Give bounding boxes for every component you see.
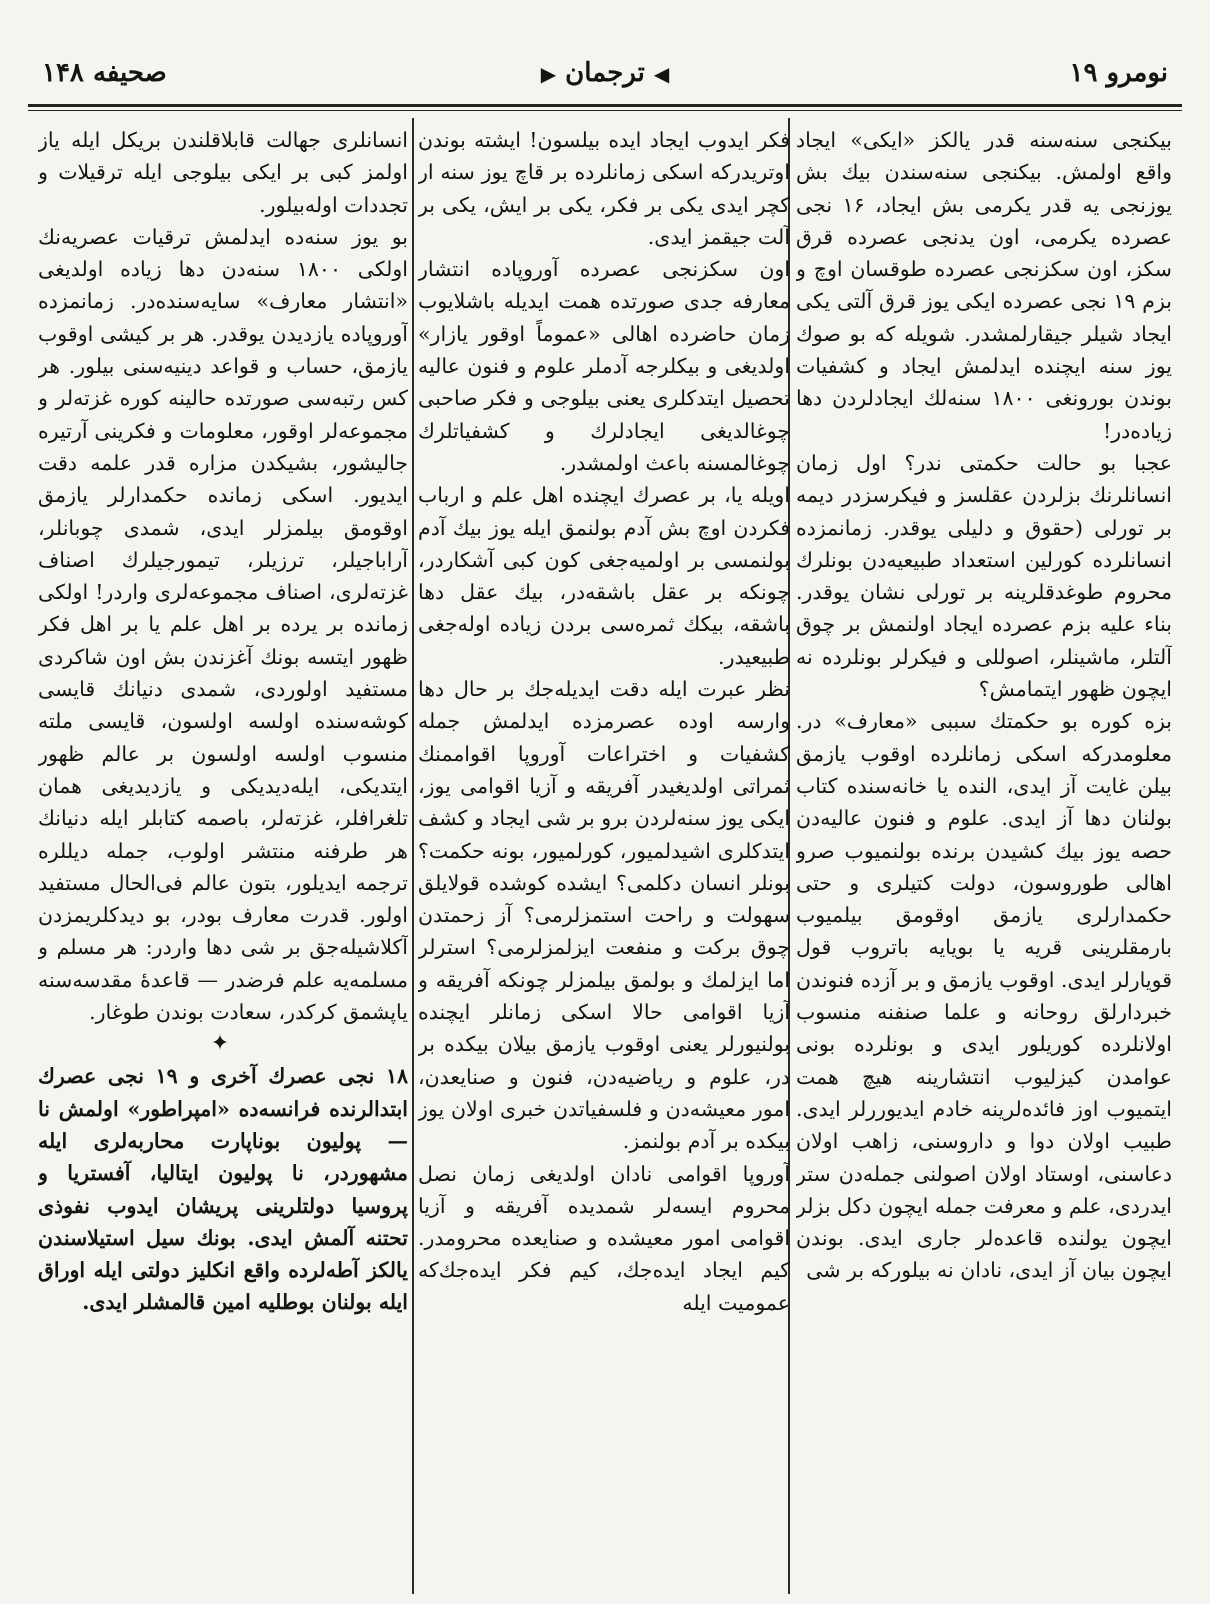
paragraph: اویله یا، بر عصرك ایچنده اهل علم و ارباب فکردن اوچ بش آدم بولنمق ایله یوز بیك آدم بولنمسی بر اولمیه‌جغی کون کبی آشکاردر، چونکه بر عقل باشقه‌در، بیك عقل دها باشقه، بیکك ثمره‌سی بردن زیاده اوله‌جغی طبیعیدر.: [418, 483, 790, 669]
section-separator-icon: ✦: [210, 1031, 236, 1057]
paragraph: آوروپا اقوامی نادان اولدیغی زمان نصل محروم ایسه‌لر شمدیده آفریقه و آزیا اقوامی امور معیشده و صنایعده محرومدر. کیم ایجاد ایده‌جك، کیم فکر ایده‌جك‌که عمومیت ایله: [418, 1161, 790, 1315]
paragraph: بیکنجی سنه‌سنه قدر یالکز «ایکی» ایجاد واقع اولمش. بیکنجی سنه‌سندن بیك بش یوزنجی یه قدر یکرمی بش ایجاد، ۱۶ نجی عصرده یکرمی، اون یدنجی عصرده قرق سکز، اون سکزنجی عصرده طوقسان اوچ و بزم ۱۹ نجی عصرده ایکی یوز قرق آلتی یکی ایجاد شیلر جیقارلمشدر. شویله که بو صوك یوز سنه ایچنده ایدلمش ایجاد و کشفیات بوندن بورونغی ۱۸۰۰ سنه‌لك ایجادلردن دها زیاده‌در!: [796, 128, 1172, 443]
article-paragraph: ۱۸ نجی عصرك آخری و ۱۹ نجی عصرك ابتدالرنده فرانسه‌ده «امپراطور» اولمش نا — پولیون بوناپارت محاربه‌لری ایله مشهوردر، نا پولیون ایتالیا، آفستریا و پروسیا دولتلرینی پریشان ایدوب نفوذی تحتنه آلمش ایدی. بونك سیل استیلاسندن یالکز آطه‌لرده واقع انکلیز دولتی ایله اوراق ایله بولنان بوطلیه امین قالمشلر ایدی.: [38, 1064, 408, 1315]
header-rule-thin: [28, 110, 1182, 111]
issue-number: نومرو ۱۹: [1069, 58, 1168, 88]
paragraph: بو یوز سنه‌ده ایدلمش ترقیات عصریه‌نك اولکی ۱۸۰۰ سنه‌دن دها زیاده اولدیغی «انتشار معارف» سایه‌سنده‌در. زمانمزده آوروپاده یازدیدن یوقدر. هر بر کیشی اوقوب یازمق، حساب و قواعد دینیه‌سنی بیلور. هر کس رتبه‌سی صورتده حالینه کوره غزته‌لر و مجموعه‌لر اوقور، معلومات و فکرینی آرتیره جالیشور، بشیکدن مزاره قدر علمه دقت ایدیور. اسکی زمانده حکمدارلر یازمق اوقومق بیلمزلر ایدی، شمدی چوبانلر، آراباجیلر، ترزیلر، تیمورجیلرك اصناف غزته‌لری، اصناف مجموعه‌لری واردر! اولکی زمانده بر یرده بر اهل علم یا بر اهل فکر ظهور ایتسه بونك آغزندن بش اون شاکردی مستفید اولوردی، شمدی دنیانك قایسی کوشه‌سنده اولسه اولسون، قایسی ملته منسوب اولسه اولسون بر عالم ظهور ایتدیکی، ایله‌دیدیکی و یازدیدیغی همان تلغرافلر، غزته‌لر، باصمه کتابلر ایله دنیانك هر طرفنه منتشر اولوب، جمله دیللره ترجمه ایدیلور، بتون عالم فی‌الحال مستفید اولور. قدرت معارف بودر، بو دیدکلریمزدن آکلاشیله‌جق بر شی دها واردر: هر مسلم و مسلمه‌یه علم فرضدر — قاعدهٔ مقدسه‌سنه یاپشمق کرکدر، سعادت بوندن طوغار.: [38, 224, 408, 1025]
masthead: [28, 56, 1182, 100]
paragraph: بزه کوره بو حکمتك سببی «معارف» در. معلومدرکه اسکی زمانلرده اوقوب یازمق بیلن غایت آز ایدی، الندە یا خانه‌سنده کتاب بولنان دها آز ایدی. علوم و فنون عالیه‌دن حصه یوز بیك کشیدن برنده بولنمیوب صرو اهالی طوروسون، دولت کتیلری و حتی حکمدارلری یازمق اوقومق بیلمیوب بارمقلرینی قریه یا بویایه باتروب قول قویارلر ایدی. اوقوب یازمق و بر آزده فنوندن خبردارلق روحانه و علما صنفنه منسوب اولانلرده کوریلور ایدی و بونلرده بونی عوامدن کیزلیوب انتشارینه هیچ همت ایتمیوب اوز فائده‌لرینه خادم ایدیوررلر ایدی. طبیب اولان دوا و داروسنی، زاهب اولان دعاسنی، اوستاد اولان اصولنی جمله‌دن ستر ایدردی، علم و معرفت جمله ایچون دکل بزلر ایچون یولنده قاعده‌لر جاری ایدی. بوندن ایچون بیان آز ایدی، نادان نه بیلورکه بر شی: [796, 709, 1172, 1283]
column-left: [38, 124, 408, 1592]
newspaper-title-text: ترجمان: [565, 58, 645, 88]
arrow-left-icon: ◀: [653, 62, 670, 86]
newspaper-title: [541, 58, 670, 88]
paragraph: نظر عبرت ایله دقت ایدیله‌جك بر حال دها وارسه اوده عصرمزده ایدلمش جمله کشفیات و اختراعات آوروپا اقواممنك ثمراتی اولدیغیدر آفریقه و آزیا اقوامی یوز، ایکی یوز سنه‌لردن برو بر شی ایجاد و کشف ایتدکلری اشیدلمیور، کورلمیور، بونه حکمت؟ بونلر انسان دکلمی؟ ایشده کوشده قولایلق سهولت و راحت استمزلرمی؟ آز زحمتدن چوق برکت و منفعت ایزلمزلرمی؟ استرلر اما ایزلمك و بولمق بیلمزلر چونکه آفریقه و آزیا اقوامی حالا اسکی زمانلر ایچنده بولنیورلر یعنی اوقوب یازمق بیلان بیکده بر در، علوم و ریاضیه‌دن، فنون و صنایعدن، امور معیشه‌دن و فلسفیاتدن خبری اولان یوز بیکده بر آدم بولنمز.: [418, 677, 790, 1154]
page-number: صحیفه ۱۴۸: [42, 58, 167, 88]
column-divider-left: [412, 118, 414, 1594]
arrow-right-icon: ▶: [540, 62, 557, 86]
column-middle: [418, 124, 790, 1592]
column-right: [796, 124, 1172, 1592]
paragraph: فکر ایدوب ایجاد ایده بیلسون! ایشته بوندن اوتریدرکه اسکی زمانلرده بر قاچ یوز سنه ار کچر ایدی یکی بر فکر، یکی بر ایش، یکی بر آلت جیقمز ایدی.: [418, 128, 790, 249]
paragraph: انسانلری جهالت قابلاقلندن بریکل ایله یاز اولمز کبی بر ایکی بیلوجی ایله ترقیلات و تجددات اوله‌بیلور.: [38, 128, 408, 217]
header-rule: [28, 104, 1182, 107]
paragraph: اون سکزنجی عصرده آوروپاده انتشار معارفه جدی صورتده همت ایدیله باشلایوب زمان حاضرده اهالی «عموماً اوقور یازار» اولدیغی و بیکلرجه آدملر علوم و فنون عالیه تحصیل ایتدکلری یعنی بیلوجی و فکر صاحبی چوغالدیغی ایجادلرك و کشفیاتلرك چوغالمسنه باعث اولمشدر.: [418, 257, 790, 475]
paragraph: عجبا بو حالت حکمتی ندر؟ اول زمان انسانلرنك بزلردن عقلسز و فیکرسزدر دیمه بر تورلی (حقوق و دلیلی یوقدر. زمانمزده انسانلرده کورلین استعداد طبیعیه‌دن بونلرك محروم طوغدقلرینه بر تورلی نشان یوقدر. بناء علیه بزم عصرده ایجاد اولنمش بر چوق آلتلر، ماشینلر، اصوللی و فیکرلر بونلرده نه ایچون ظهور ایتمامش؟: [796, 450, 1172, 702]
